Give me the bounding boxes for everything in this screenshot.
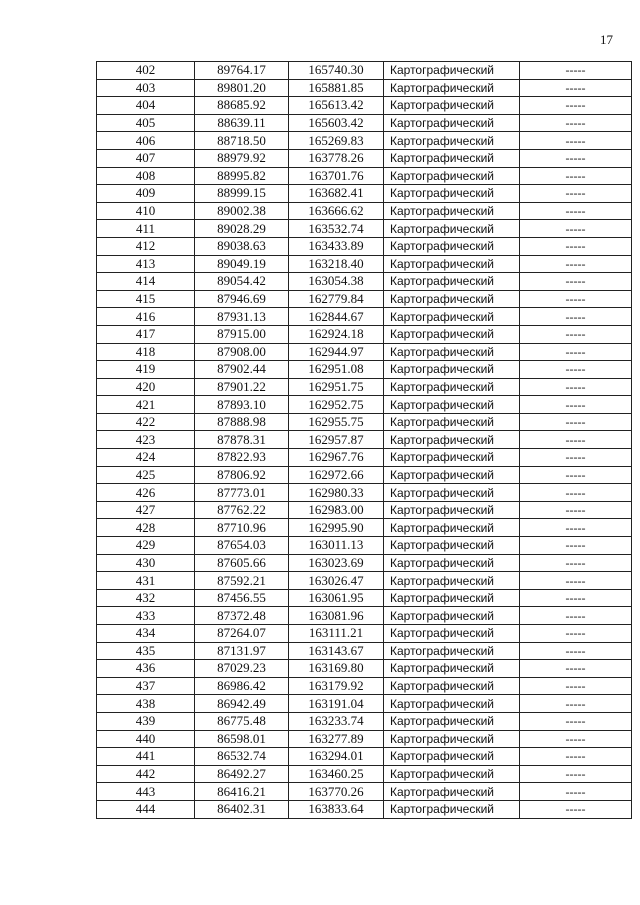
point-number-cell: 431: [97, 572, 195, 590]
y-coordinate-cell: 163233.74: [289, 712, 384, 730]
point-number-cell: 425: [97, 466, 195, 484]
method-cell: Картографический: [384, 308, 520, 326]
point-number-cell: 430: [97, 554, 195, 572]
x-coordinate-cell: 86532.74: [195, 748, 289, 766]
method-cell: Картографический: [384, 466, 520, 484]
table-row: [97, 220, 632, 238]
point-number-cell: 423: [97, 431, 195, 449]
method-cell: Картографический: [384, 97, 520, 115]
method-cell: Картографический: [384, 149, 520, 167]
x-coordinate-cell: 86986.42: [195, 677, 289, 695]
accuracy-cell: -----: [520, 237, 632, 255]
y-coordinate-cell: 163081.96: [289, 607, 384, 625]
table-row: [97, 765, 632, 783]
point-number-cell: 410: [97, 202, 195, 220]
x-coordinate-cell: 87901.22: [195, 378, 289, 396]
table-row: [97, 114, 632, 132]
table-row: [97, 695, 632, 713]
y-coordinate-cell: 163023.69: [289, 554, 384, 572]
x-coordinate-cell: 88639.11: [195, 114, 289, 132]
point-number-cell: 417: [97, 325, 195, 343]
method-cell: Картографический: [384, 62, 520, 80]
method-cell: Картографический: [384, 484, 520, 502]
y-coordinate-cell: 163169.80: [289, 660, 384, 678]
x-coordinate-cell: 86942.49: [195, 695, 289, 713]
point-number-cell: 415: [97, 290, 195, 308]
accuracy-cell: -----: [520, 677, 632, 695]
x-coordinate-cell: 87806.92: [195, 466, 289, 484]
table-row: [97, 677, 632, 695]
accuracy-cell: -----: [520, 572, 632, 590]
accuracy-cell: -----: [520, 466, 632, 484]
table-row: [97, 783, 632, 801]
accuracy-cell: -----: [520, 537, 632, 555]
method-cell: Картографический: [384, 765, 520, 783]
accuracy-cell: -----: [520, 554, 632, 572]
method-cell: Картографический: [384, 290, 520, 308]
x-coordinate-cell: 87773.01: [195, 484, 289, 502]
x-coordinate-cell: 86492.27: [195, 765, 289, 783]
y-coordinate-cell: 162944.97: [289, 343, 384, 361]
method-cell: Картографический: [384, 607, 520, 625]
accuracy-cell: -----: [520, 220, 632, 238]
accuracy-cell: -----: [520, 607, 632, 625]
method-cell: Картографический: [384, 431, 520, 449]
method-cell: Картографический: [384, 554, 520, 572]
y-coordinate-cell: 163532.74: [289, 220, 384, 238]
accuracy-cell: -----: [520, 202, 632, 220]
x-coordinate-cell: 89801.20: [195, 79, 289, 97]
point-number-cell: 424: [97, 449, 195, 467]
point-number-cell: 403: [97, 79, 195, 97]
point-number-cell: 429: [97, 537, 195, 555]
table-row: [97, 730, 632, 748]
x-coordinate-cell: 87946.69: [195, 290, 289, 308]
method-cell: Картографический: [384, 361, 520, 379]
method-cell: Картографический: [384, 783, 520, 801]
point-number-cell: 407: [97, 149, 195, 167]
x-coordinate-cell: 87264.07: [195, 625, 289, 643]
accuracy-cell: -----: [520, 800, 632, 818]
method-cell: Картографический: [384, 589, 520, 607]
accuracy-cell: -----: [520, 62, 632, 80]
y-coordinate-cell: 162951.08: [289, 361, 384, 379]
table-row: [97, 325, 632, 343]
accuracy-cell: -----: [520, 114, 632, 132]
point-number-cell: 411: [97, 220, 195, 238]
table-row: [97, 396, 632, 414]
y-coordinate-cell: 163833.64: [289, 800, 384, 818]
table-row: [97, 290, 632, 308]
x-coordinate-cell: 87893.10: [195, 396, 289, 414]
y-coordinate-cell: 163143.67: [289, 642, 384, 660]
y-coordinate-cell: 163179.92: [289, 677, 384, 695]
page-number: 17: [600, 32, 613, 47]
method-cell: Картографический: [384, 202, 520, 220]
x-coordinate-cell: 88685.92: [195, 97, 289, 115]
accuracy-cell: -----: [520, 642, 632, 660]
x-coordinate-cell: 87710.96: [195, 519, 289, 537]
x-coordinate-cell: 87908.00: [195, 343, 289, 361]
table-row: [97, 237, 632, 255]
accuracy-cell: -----: [520, 167, 632, 185]
method-cell: Картографический: [384, 167, 520, 185]
x-coordinate-cell: 88999.15: [195, 185, 289, 203]
x-coordinate-cell: 87605.66: [195, 554, 289, 572]
y-coordinate-cell: 163191.04: [289, 695, 384, 713]
point-number-cell: 434: [97, 625, 195, 643]
point-number-cell: 435: [97, 642, 195, 660]
table-row: [97, 132, 632, 150]
x-coordinate-cell: 89054.42: [195, 273, 289, 291]
y-coordinate-cell: 163460.25: [289, 765, 384, 783]
table-row: [97, 589, 632, 607]
y-coordinate-cell: 163433.89: [289, 237, 384, 255]
method-cell: Картографический: [384, 325, 520, 343]
y-coordinate-cell: 165269.83: [289, 132, 384, 150]
x-coordinate-cell: 86775.48: [195, 712, 289, 730]
method-cell: Картографический: [384, 519, 520, 537]
point-number-cell: 433: [97, 607, 195, 625]
table-row: [97, 62, 632, 80]
accuracy-cell: -----: [520, 97, 632, 115]
point-number-cell: 440: [97, 730, 195, 748]
y-coordinate-cell: 162844.67: [289, 308, 384, 326]
y-coordinate-cell: 165603.42: [289, 114, 384, 132]
x-coordinate-cell: 87878.31: [195, 431, 289, 449]
method-cell: Картографический: [384, 220, 520, 238]
x-coordinate-cell: 87456.55: [195, 589, 289, 607]
table-row: [97, 607, 632, 625]
accuracy-cell: -----: [520, 185, 632, 203]
point-number-cell: 421: [97, 396, 195, 414]
accuracy-cell: -----: [520, 378, 632, 396]
y-coordinate-cell: 163054.38: [289, 273, 384, 291]
table-row: [97, 378, 632, 396]
x-coordinate-cell: 87029.23: [195, 660, 289, 678]
table-row: [97, 519, 632, 537]
method-cell: Картографический: [384, 114, 520, 132]
accuracy-cell: -----: [520, 308, 632, 326]
method-cell: Картографический: [384, 712, 520, 730]
y-coordinate-cell: 163682.41: [289, 185, 384, 203]
accuracy-cell: -----: [520, 748, 632, 766]
point-number-cell: 418: [97, 343, 195, 361]
x-coordinate-cell: 88979.92: [195, 149, 289, 167]
y-coordinate-cell: 162980.33: [289, 484, 384, 502]
method-cell: Картографический: [384, 501, 520, 519]
method-cell: Картографический: [384, 79, 520, 97]
y-coordinate-cell: 163218.40: [289, 255, 384, 273]
table-row: [97, 79, 632, 97]
y-coordinate-cell: 162779.84: [289, 290, 384, 308]
accuracy-cell: -----: [520, 255, 632, 273]
method-cell: Картографический: [384, 748, 520, 766]
coordinates-table: [96, 61, 632, 819]
accuracy-cell: -----: [520, 625, 632, 643]
table-row: [97, 537, 632, 555]
y-coordinate-cell: 162995.90: [289, 519, 384, 537]
table-row: [97, 361, 632, 379]
accuracy-cell: -----: [520, 730, 632, 748]
table-row: [97, 343, 632, 361]
table-row: [97, 97, 632, 115]
accuracy-cell: -----: [520, 361, 632, 379]
point-number-cell: 413: [97, 255, 195, 273]
method-cell: Картографический: [384, 255, 520, 273]
accuracy-cell: -----: [520, 695, 632, 713]
y-coordinate-cell: 162951.75: [289, 378, 384, 396]
y-coordinate-cell: 165613.42: [289, 97, 384, 115]
accuracy-cell: -----: [520, 501, 632, 519]
accuracy-cell: -----: [520, 343, 632, 361]
method-cell: Картографический: [384, 642, 520, 660]
y-coordinate-cell: 163061.95: [289, 589, 384, 607]
point-number-cell: 422: [97, 413, 195, 431]
point-number-cell: 414: [97, 273, 195, 291]
method-cell: Картографический: [384, 677, 520, 695]
x-coordinate-cell: 87131.97: [195, 642, 289, 660]
y-coordinate-cell: 162955.75: [289, 413, 384, 431]
table-row: [97, 466, 632, 484]
method-cell: Картографический: [384, 378, 520, 396]
y-coordinate-cell: 162957.87: [289, 431, 384, 449]
accuracy-cell: -----: [520, 413, 632, 431]
point-number-cell: 404: [97, 97, 195, 115]
x-coordinate-cell: 88995.82: [195, 167, 289, 185]
table-row: [97, 413, 632, 431]
y-coordinate-cell: 165881.85: [289, 79, 384, 97]
x-coordinate-cell: 87654.03: [195, 537, 289, 555]
point-number-cell: 444: [97, 800, 195, 818]
table-row: [97, 202, 632, 220]
y-coordinate-cell: 163770.26: [289, 783, 384, 801]
table-row: [97, 800, 632, 818]
table-row: [97, 449, 632, 467]
accuracy-cell: -----: [520, 431, 632, 449]
method-cell: Картографический: [384, 730, 520, 748]
table-row: [97, 167, 632, 185]
x-coordinate-cell: 89038.63: [195, 237, 289, 255]
y-coordinate-cell: 163778.26: [289, 149, 384, 167]
table-row: [97, 554, 632, 572]
point-number-cell: 437: [97, 677, 195, 695]
method-cell: Картографический: [384, 572, 520, 590]
table-row: [97, 642, 632, 660]
method-cell: Картографический: [384, 396, 520, 414]
x-coordinate-cell: 87592.21: [195, 572, 289, 590]
table-row: [97, 431, 632, 449]
point-number-cell: 428: [97, 519, 195, 537]
point-number-cell: 406: [97, 132, 195, 150]
y-coordinate-cell: 162972.66: [289, 466, 384, 484]
accuracy-cell: -----: [520, 325, 632, 343]
table-row: [97, 255, 632, 273]
y-coordinate-cell: 163111.21: [289, 625, 384, 643]
point-number-cell: 402: [97, 62, 195, 80]
point-number-cell: 436: [97, 660, 195, 678]
accuracy-cell: -----: [520, 132, 632, 150]
table-row: [97, 273, 632, 291]
table-row: [97, 501, 632, 519]
y-coordinate-cell: 163294.01: [289, 748, 384, 766]
accuracy-cell: -----: [520, 449, 632, 467]
table-row: [97, 660, 632, 678]
y-coordinate-cell: 163026.47: [289, 572, 384, 590]
table-row: [97, 149, 632, 167]
point-number-cell: 416: [97, 308, 195, 326]
method-cell: Картографический: [384, 237, 520, 255]
point-number-cell: 426: [97, 484, 195, 502]
table-row: [97, 712, 632, 730]
method-cell: Картографический: [384, 449, 520, 467]
point-number-cell: 432: [97, 589, 195, 607]
y-coordinate-cell: 162952.75: [289, 396, 384, 414]
table-row: [97, 748, 632, 766]
x-coordinate-cell: 89764.17: [195, 62, 289, 80]
coordinates-table-body: [97, 62, 632, 819]
accuracy-cell: -----: [520, 396, 632, 414]
method-cell: Картографический: [384, 343, 520, 361]
table-row: [97, 572, 632, 590]
method-cell: Картографический: [384, 625, 520, 643]
x-coordinate-cell: 87888.98: [195, 413, 289, 431]
accuracy-cell: -----: [520, 765, 632, 783]
y-coordinate-cell: 162983.00: [289, 501, 384, 519]
method-cell: Картографический: [384, 660, 520, 678]
table-row: [97, 308, 632, 326]
x-coordinate-cell: 89028.29: [195, 220, 289, 238]
method-cell: Картографический: [384, 185, 520, 203]
y-coordinate-cell: 163277.89: [289, 730, 384, 748]
point-number-cell: 442: [97, 765, 195, 783]
table-row: [97, 625, 632, 643]
y-coordinate-cell: 163011.13: [289, 537, 384, 555]
x-coordinate-cell: 87902.44: [195, 361, 289, 379]
point-number-cell: 439: [97, 712, 195, 730]
method-cell: Картографический: [384, 537, 520, 555]
method-cell: Картографический: [384, 132, 520, 150]
point-number-cell: 443: [97, 783, 195, 801]
accuracy-cell: -----: [520, 712, 632, 730]
accuracy-cell: -----: [520, 783, 632, 801]
x-coordinate-cell: 87822.93: [195, 449, 289, 467]
y-coordinate-cell: 162967.76: [289, 449, 384, 467]
method-cell: Картографический: [384, 413, 520, 431]
y-coordinate-cell: 163701.76: [289, 167, 384, 185]
accuracy-cell: -----: [520, 79, 632, 97]
y-coordinate-cell: 165740.30: [289, 62, 384, 80]
x-coordinate-cell: 86416.21: [195, 783, 289, 801]
point-number-cell: 438: [97, 695, 195, 713]
point-number-cell: 409: [97, 185, 195, 203]
table-row: [97, 185, 632, 203]
accuracy-cell: -----: [520, 660, 632, 678]
accuracy-cell: -----: [520, 589, 632, 607]
y-coordinate-cell: 163666.62: [289, 202, 384, 220]
y-coordinate-cell: 162924.18: [289, 325, 384, 343]
x-coordinate-cell: 86598.01: [195, 730, 289, 748]
x-coordinate-cell: 89002.38: [195, 202, 289, 220]
accuracy-cell: -----: [520, 149, 632, 167]
x-coordinate-cell: 87372.48: [195, 607, 289, 625]
x-coordinate-cell: 88718.50: [195, 132, 289, 150]
accuracy-cell: -----: [520, 484, 632, 502]
point-number-cell: 408: [97, 167, 195, 185]
accuracy-cell: -----: [520, 273, 632, 291]
x-coordinate-cell: 87931.13: [195, 308, 289, 326]
point-number-cell: 427: [97, 501, 195, 519]
x-coordinate-cell: 87915.00: [195, 325, 289, 343]
point-number-cell: 419: [97, 361, 195, 379]
accuracy-cell: -----: [520, 519, 632, 537]
point-number-cell: 420: [97, 378, 195, 396]
point-number-cell: 441: [97, 748, 195, 766]
method-cell: Картографический: [384, 800, 520, 818]
method-cell: Картографический: [384, 273, 520, 291]
x-coordinate-cell: 87762.22: [195, 501, 289, 519]
point-number-cell: 405: [97, 114, 195, 132]
x-coordinate-cell: 86402.31: [195, 800, 289, 818]
table-row: [97, 484, 632, 502]
point-number-cell: 412: [97, 237, 195, 255]
accuracy-cell: -----: [520, 290, 632, 308]
x-coordinate-cell: 89049.19: [195, 255, 289, 273]
method-cell: Картографический: [384, 695, 520, 713]
